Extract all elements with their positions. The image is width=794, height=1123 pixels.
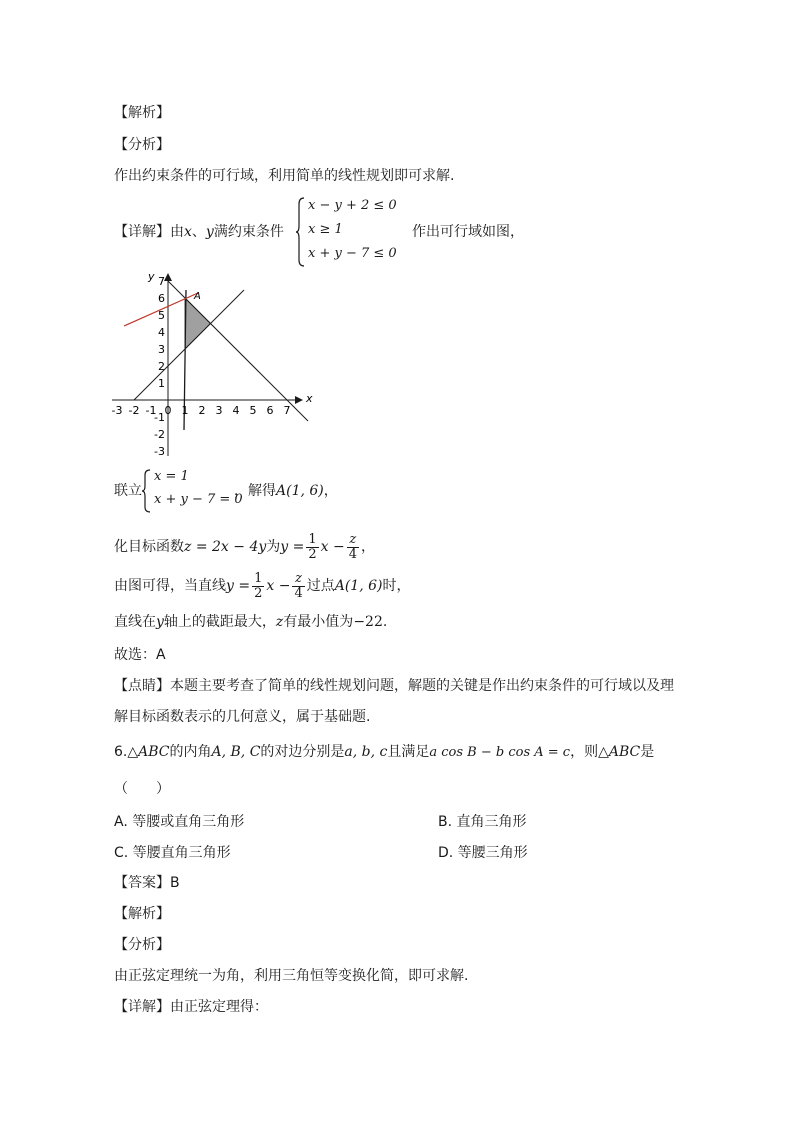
- jieju-line: [114, 612, 387, 632]
- var-y: y: [156, 614, 164, 630]
- x-tick: 2: [198, 404, 206, 417]
- fraction: $\frac{1}{2}$: [308, 531, 317, 562]
- xiangjie2: 【详解】由正弦定理得：: [114, 999, 268, 1015]
- y-tick-labels: [154, 275, 165, 458]
- lianli-result: [234, 481, 338, 501]
- y-tick: -2: [154, 428, 165, 441]
- dianjing-tag: 【点睛】: [114, 678, 170, 694]
- y-tick: 5: [158, 309, 165, 322]
- objective-expr: z = 2x − 4y: [184, 539, 267, 555]
- x-tick: 1: [181, 404, 189, 417]
- xiangjie-post: 作出可行域如图，: [412, 224, 524, 240]
- fenxi2-heading: 【分析】: [114, 937, 170, 953]
- x-tick: 6: [266, 404, 274, 417]
- x-tick: -1: [145, 404, 157, 417]
- xiangjie-pre: 由: [170, 224, 184, 240]
- analysis2-heading: 【解析】: [114, 906, 170, 922]
- option-d[interactable]: D. 等腰三角形: [438, 845, 528, 861]
- y-axis-label: y: [148, 270, 155, 283]
- hua-end: ，: [361, 539, 375, 555]
- left-brace-icon: [142, 468, 152, 514]
- analysis-heading: 【解析】: [114, 105, 170, 121]
- y-tick: -1: [154, 411, 165, 424]
- var-z: z: [275, 614, 284, 630]
- constraint-2: x ≥ 1: [308, 222, 343, 237]
- triangle-abc: △ABC: [598, 744, 641, 760]
- x-tick: -2: [128, 404, 140, 417]
- fraction: $\frac{1}{2}$: [254, 570, 263, 601]
- q6-text: ，则: [570, 744, 599, 760]
- xiangjie-sep: 、: [191, 224, 206, 240]
- x-tick: -3: [111, 404, 123, 417]
- youtu-line: [114, 571, 410, 601]
- hua-pre: 化目标函数: [114, 539, 184, 555]
- fraction: $\frac{z}{4}$: [294, 570, 303, 601]
- angles: A, B, C: [211, 744, 261, 760]
- jieju-end: .: [382, 614, 388, 630]
- youtu-pre: 由图可得，当直线: [114, 578, 226, 594]
- fenxi2-text: 由正弦定理统一为角，利用三角恒等变换化简，即可求解.: [114, 968, 469, 984]
- y-tick: -3: [154, 445, 165, 458]
- dianjing-line2: 解目标函数表示的几何意义，属于基础题.: [114, 709, 371, 725]
- x-tick-labels: [112, 404, 291, 417]
- fraction: $\frac{z}{4}$: [348, 531, 357, 562]
- q6-number: 6.: [114, 744, 128, 760]
- point-a: A(1, 6): [334, 578, 383, 594]
- min-value: −22: [353, 614, 383, 630]
- hua-line: [114, 532, 375, 562]
- xiangjie-mid: 满约束条件: [213, 224, 284, 240]
- youtu-mid: 过点: [306, 578, 335, 594]
- hua-mid: 为: [266, 539, 281, 555]
- sides: a, b, c: [344, 744, 388, 760]
- jieju-mid: 轴上的截距最大，: [163, 614, 276, 630]
- constraint-system: [296, 196, 396, 268]
- y-tick: 6: [158, 292, 165, 305]
- y-tick: 7: [158, 275, 165, 288]
- answer: 【答案】B: [114, 875, 180, 891]
- fenxi-heading: 【分析】: [114, 137, 170, 153]
- q6-stem: [114, 742, 654, 763]
- feasible-region-graph: [108, 268, 318, 460]
- condition: a cos B − b cos A = c: [429, 745, 571, 760]
- lianli-system: [142, 468, 242, 514]
- var-y: y: [205, 224, 214, 240]
- dianjing-line1: [114, 676, 674, 696]
- y-tick: 3: [158, 343, 165, 356]
- lianli-post: ，解得: [234, 483, 276, 499]
- youtu-x: x −: [266, 578, 291, 594]
- x-tick: 3: [215, 404, 223, 417]
- x-tick: 4: [232, 404, 240, 417]
- youtu-y: y =: [226, 578, 251, 594]
- xiangjie-tag: 【详解】: [114, 224, 170, 240]
- lianli-pre: 联立: [114, 483, 142, 499]
- constraint-3: x + y − 7 ≤ 0: [308, 246, 397, 261]
- lianli-eq1: x = 1: [154, 469, 189, 484]
- y-tick: 1: [158, 377, 165, 390]
- q6-text: 的对边分别是: [260, 744, 345, 760]
- y-tick: 2: [158, 360, 165, 373]
- option-a[interactable]: A. 等腰或直角三角形: [114, 814, 245, 830]
- y-tick: 4: [158, 326, 165, 339]
- guxuan: 故选：A: [114, 647, 166, 663]
- xiangjie-line: [114, 222, 284, 242]
- x-tick: 5: [249, 404, 257, 417]
- constraint-1: x − y + 2 ≤ 0: [308, 198, 397, 213]
- dianjing-text1: 本题主要考查了简单的线性规划问题，解题的关键是作出约束条件的可行域以及理: [170, 678, 674, 694]
- fenxi-text: 作出约束条件的可行域，利用简单的线性规划即可求解.: [114, 168, 455, 184]
- x-tick: 7: [283, 404, 291, 417]
- point-a: A(1, 6): [276, 483, 324, 499]
- jieju-pre: 直线在: [114, 614, 156, 630]
- lianli-end: ，: [323, 483, 338, 499]
- x-tick: 0: [164, 404, 172, 417]
- point-a-label: A: [194, 291, 201, 302]
- hua-x: x −: [320, 539, 345, 555]
- q6-paren: （ ）: [114, 781, 170, 797]
- q6-text: 的内角: [169, 744, 212, 760]
- lianli-eq2: x + y − 7 = 0: [154, 492, 243, 507]
- x-axis-label: x: [306, 392, 313, 405]
- left-brace-icon: [296, 196, 306, 268]
- q6-text: 且满足: [387, 744, 430, 760]
- triangle-abc: △ABC: [127, 744, 170, 760]
- option-c[interactable]: C. 等腰直角三角形: [114, 845, 231, 861]
- var-x: x: [184, 224, 192, 240]
- hua-y: y =: [280, 539, 305, 555]
- option-b[interactable]: B. 直角三角形: [438, 814, 527, 830]
- jieju-post: 有最小值为: [283, 614, 354, 630]
- feasible-region: [185, 298, 211, 349]
- q6-text: 是: [640, 744, 655, 760]
- youtu-end: 时，: [382, 578, 411, 594]
